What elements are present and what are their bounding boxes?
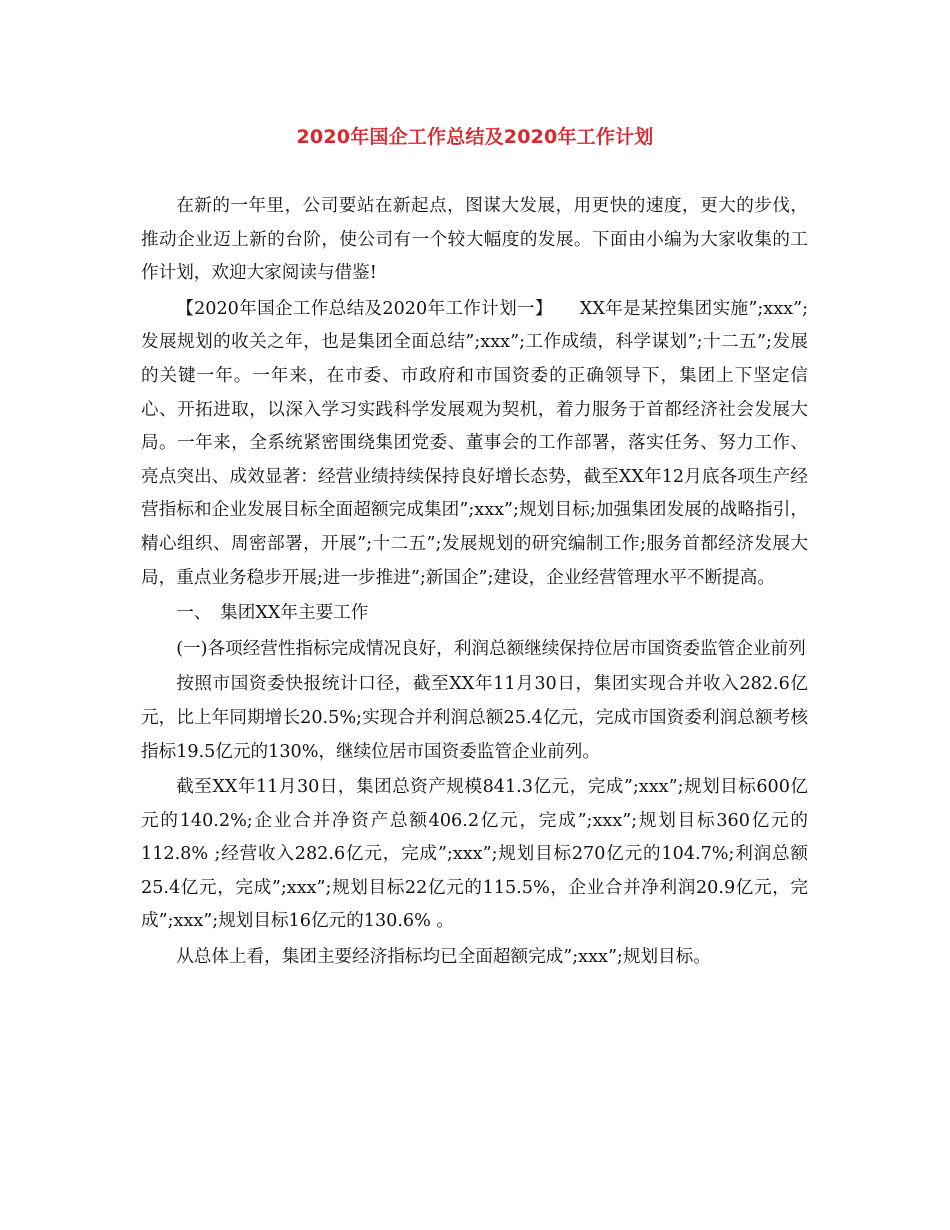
subsection-heading: (一)各项经营性指标完成情况良好，利润总额继续保持位居市国资委监管企业前列 (176, 638, 806, 659)
revenue-paragraph: 按照市国资委快报统计口径，截至XX年11月30日，集团实现合并收入282.6亿元，比上年同期增长20.5%;实现合并利润总额25.4亿元，完成市国资委利润总额考核指标19.5亿元的130%，继续位居市国资委监管企业前列。 (141, 674, 808, 762)
document-body (141, 190, 808, 977)
document-title: 2020年国企工作总结及2020年工作计划 (296, 126, 654, 148)
conclusion-paragraph: 从总体上看，集团主要经济指标均已全面超额完成”;xxx”;规划目标。 (176, 947, 711, 968)
section-heading: 一、 集团XX年主要工作 (176, 603, 369, 624)
intro-paragraph: 在新的一年里，公司要站在新起点，图谋大发展，用更快的速度，更大的步伐，推动企业迈上新的台阶，使公司有一个较大幅度的发展。下面由小编为大家收集的工作计划，欢迎大家阅读与借鉴! (141, 196, 808, 284)
summary-paragraph: 【2020年国企工作总结及2020年工作计划一】 XX年是某控集团实施”;xxx”;发展规划的收关之年，也是集团全面总结”;xxx”;工作成绩，科学谋划”;十二五”;发展的关键一年。一年来，在市委、市政府和市国资委的正确领导下，集团上下坚定信心、开拓进取，以深入学习实践科学发展观为契机，着力服务于首都经济社会发展大局。一年来，全系统紧密围绕集团党委、董事会的工作部署，落实任务、努力工作、亮点突出、成效显著：经营业绩持续保持良好增长态势，截至XX年12月底各项生产经营指标和企业发展目标全面超额完成集团”;xxx”;规划目标;加强集团发展的战略指引，精心组织、周密部署，开展”;十二五”;发展规划的研究编制工作;服务首都经济发展大局，重点业务稳步开展;进一步推进”;新国企”;建设，企业经营管理水平不断提高。 (141, 298, 808, 588)
assets-paragraph: 截至XX年11月30日，集团总资产规模841.3亿元，完成”;xxx”;规划目标600亿元的140.2%;企业合并净资产总额406.2亿元，完成”;xxx”;规划目标360亿元的112.8% ;经营收入282.6亿元，完成”;xxx”;规划目标270亿元的104.7%;利润总额25.4亿元，完成”;xxx”;规划目标22亿元的115.5%，企业合并净利润20.9亿元，完成”;xxx”;规划目标16亿元的130.6% 。 (141, 777, 808, 932)
